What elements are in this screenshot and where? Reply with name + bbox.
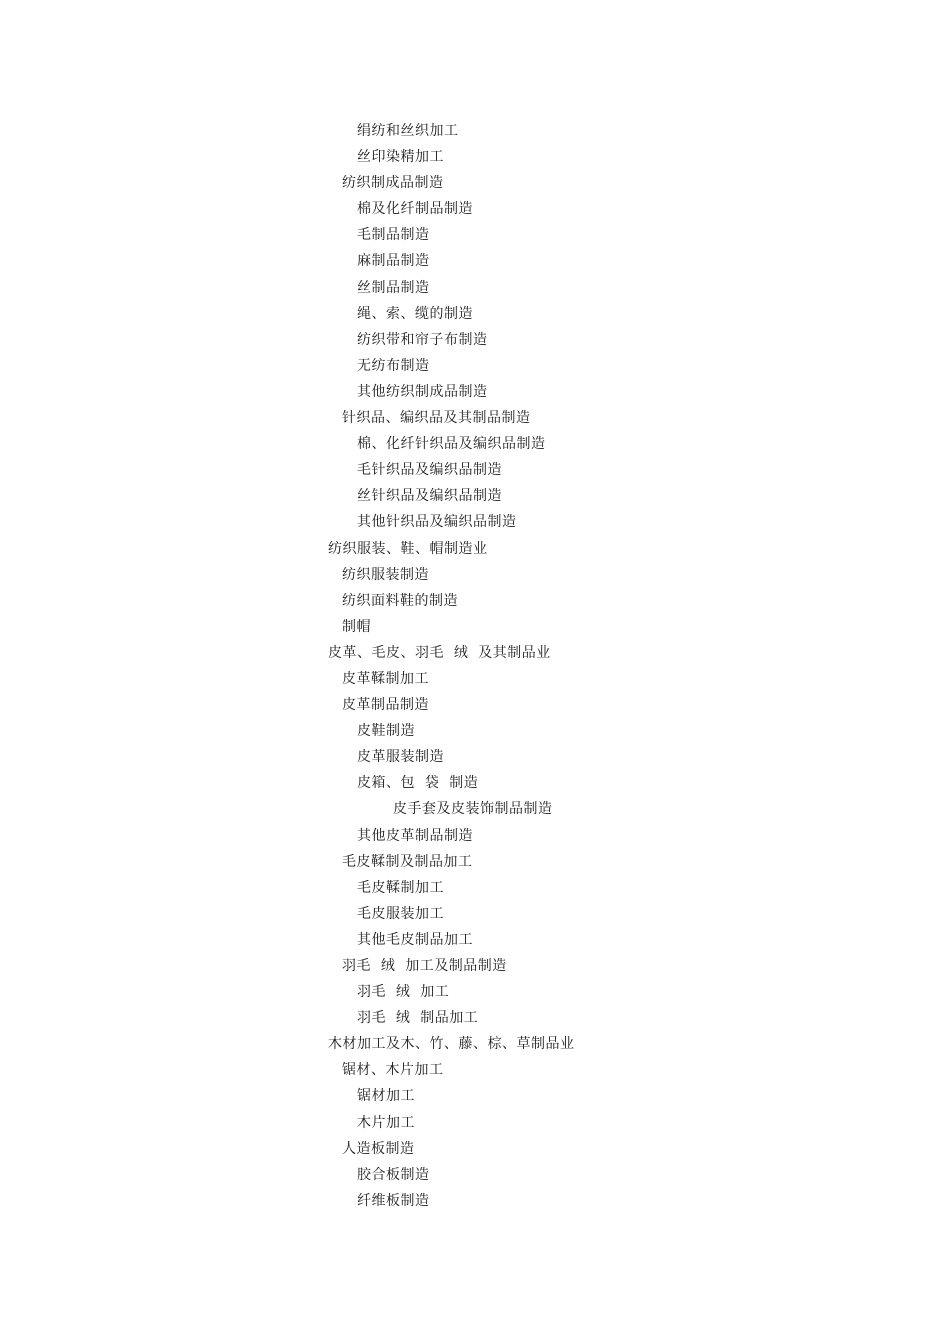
list-item: 针织品、编织品及其制品制造: [342, 410, 531, 427]
list-item: 纺织制成品制造: [342, 175, 444, 192]
list-item: 纤维板制造: [357, 1192, 430, 1209]
list-item: 羽毛 绒 制品加工: [357, 1010, 479, 1027]
list-item: 锯材、木片加工: [342, 1062, 444, 1079]
list-item: 皮鞋制造: [357, 723, 415, 740]
list-item: 毛针织品及编织品制造: [357, 462, 502, 479]
list-item: 其他毛皮制品加工: [357, 931, 473, 948]
list-item: 毛制品制造: [357, 227, 430, 244]
list-item: 毛皮服装加工: [357, 905, 444, 922]
list-item: 人造板制造: [342, 1140, 415, 1157]
list-item: 绳、索、缆的制造: [357, 305, 473, 322]
list-item: 毛皮鞣制加工: [357, 879, 444, 896]
list-item: 皮革鞣制加工: [342, 670, 429, 687]
list-item: 羽毛 绒 加工及制品制造: [342, 958, 507, 974]
list-item: 无纺布制造: [357, 357, 430, 374]
industry-classification-list: [0, 118, 950, 1214]
list-item: 羽毛 绒 加工: [357, 984, 450, 1001]
list-item: 胶合板制造: [357, 1166, 430, 1183]
list-item: 纺织服装、鞋、帽制造业: [328, 540, 488, 557]
list-item: 皮革、毛皮、羽毛 绒 及其制品业: [328, 644, 551, 661]
list-item: 皮箱、包 袋 制造: [357, 775, 479, 792]
list-item: 丝针织品及编织品制造: [357, 488, 502, 505]
list-item: 其他皮革制品制造: [357, 827, 473, 844]
list-item: 制帽: [342, 618, 371, 635]
list-item: 皮革制品制造: [342, 697, 429, 714]
list-item: 棉、化纤针织品及编织品制造: [357, 436, 546, 453]
list-item: 丝制品制造: [357, 279, 430, 296]
list-item: 皮手套及皮装饰制品制造: [393, 801, 553, 818]
list-item: 木材加工及木、竹、藤、棕、草制品业: [328, 1036, 575, 1053]
list-item: 皮革服装制造: [357, 749, 444, 766]
list-item: 木片加工: [357, 1114, 415, 1131]
list-item: 纺织带和帘子布制造: [357, 331, 488, 348]
list-item: 纺织服装制造: [342, 566, 429, 583]
list-item: 毛皮鞣制及制品加工: [342, 853, 473, 870]
list-item: 其他纺织制成品制造: [357, 383, 488, 400]
list-item: 棉及化纤制品制造: [357, 201, 473, 218]
list-item: 绢纺和丝织加工: [357, 123, 459, 139]
list-item: 纺织面料鞋的制造: [342, 592, 458, 609]
list-item: 麻制品制造: [357, 253, 430, 270]
list-item: 其他针织品及编织品制造: [357, 514, 517, 531]
list-item: 丝印染精加工: [357, 149, 444, 166]
list-item: 锯材加工: [357, 1088, 415, 1105]
document-page: [0, 118, 950, 1214]
